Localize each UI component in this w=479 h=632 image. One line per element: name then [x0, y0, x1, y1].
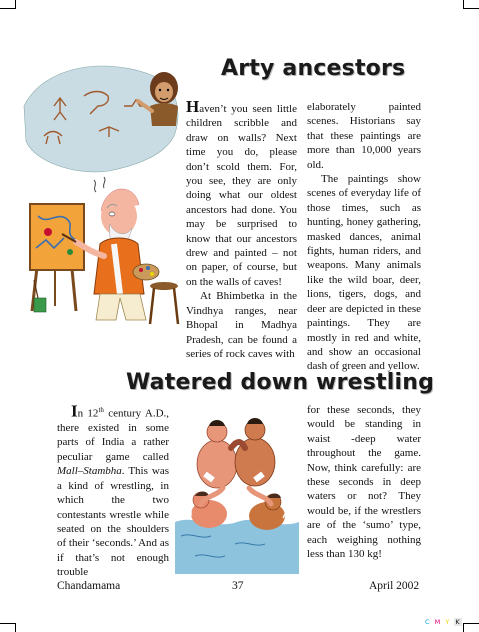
article1-title: Arty ancestors — [221, 56, 406, 81]
crop-mark-top-left-v — [15, 0, 16, 9]
cmyk-registration-marks — [425, 618, 462, 626]
footer-issue-date: April 2002 — [369, 580, 420, 592]
article2-title: Watered down wrestling — [126, 370, 435, 395]
article1-column-right — [307, 100, 421, 374]
game-name: Mall–Stambha — [57, 465, 122, 478]
crop-mark-top-right-v — [463, 0, 464, 9]
crop-mark-bottom-left-v — [15, 623, 16, 632]
article1-column-left — [186, 97, 297, 361]
crop-mark-bottom-right-h — [463, 623, 479, 624]
cmyk-magenta-mark: M — [434, 618, 442, 626]
article2-column-right — [307, 403, 421, 561]
crop-mark-top-right-h — [463, 8, 479, 9]
article2-paragraph-2: for these seconds, they would be standing in waist -deep water throughout the game. Now, think carefully: are these seconds in deep waters or not? They would be, if the wrestlers are of the ‘sumo’ type, each weighing nothing less than 130 kg! — [307, 404, 421, 561]
cmyk-black-mark: K — [455, 618, 462, 626]
article2-paragraph-1: In 12th century A.D., there existed in some parts of India a rather peculiar game called Mall–Stambha. This was a kind of wrestling, in which the two contestants wrestle while seated on the shoulders of their ‘seconds.’ And as if that’s not enough trouble — [57, 401, 170, 579]
article1-p1-text: aven’t you seen little children scribble and draw on walls? Next time you do, please don’t scold them. For, you see, they are only doing what our oldest ancestors had done. You may be surprised to know that our ancestors drew and painted – not on paper, of course, but on the walls of caves! — [186, 103, 297, 288]
crop-mark-bottom-right-v — [463, 623, 464, 632]
article1-paragraph-2: At Bhimbetka in the Vindhya ranges, near Bhopal in Madhya Pradesh, can be found a series of rock caves with — [186, 290, 297, 360]
wrestler-figures — [197, 418, 275, 504]
article2-dropcap: I — [71, 401, 78, 421]
article1-dropcap: H — [186, 97, 200, 116]
crop-mark-bottom-left-h — [0, 623, 16, 624]
easel — [30, 204, 84, 311]
footer-page-number: 37 — [232, 580, 244, 592]
footer-magazine-name: Chandamama — [57, 580, 121, 592]
article1-paragraph-1 — [186, 97, 297, 289]
article1-paragraph-4: The paintings show scenes of everyday life of those times, such as hunting, honey gathering, masked dances, animal fights, human riders, and weapons. Many animals like the wild boar, deer, lions, tigers, dogs, and deer are depicted in these paintings. They are mostly in red and white, and show an occasional dash of green and yellow. — [307, 173, 421, 373]
cave-painter-illustration — [14, 36, 184, 326]
cmyk-yellow-mark: Y — [445, 618, 451, 626]
cmyk-cyan-mark: C — [425, 618, 432, 626]
article2-column-left — [57, 403, 169, 580]
article1-paragraph-3: elaborately painted scenes. Historians say that these paintings are more than 10,000 years old. — [307, 101, 421, 171]
wrestling-illustration — [175, 404, 299, 574]
crop-mark-top-left-h — [0, 8, 16, 9]
